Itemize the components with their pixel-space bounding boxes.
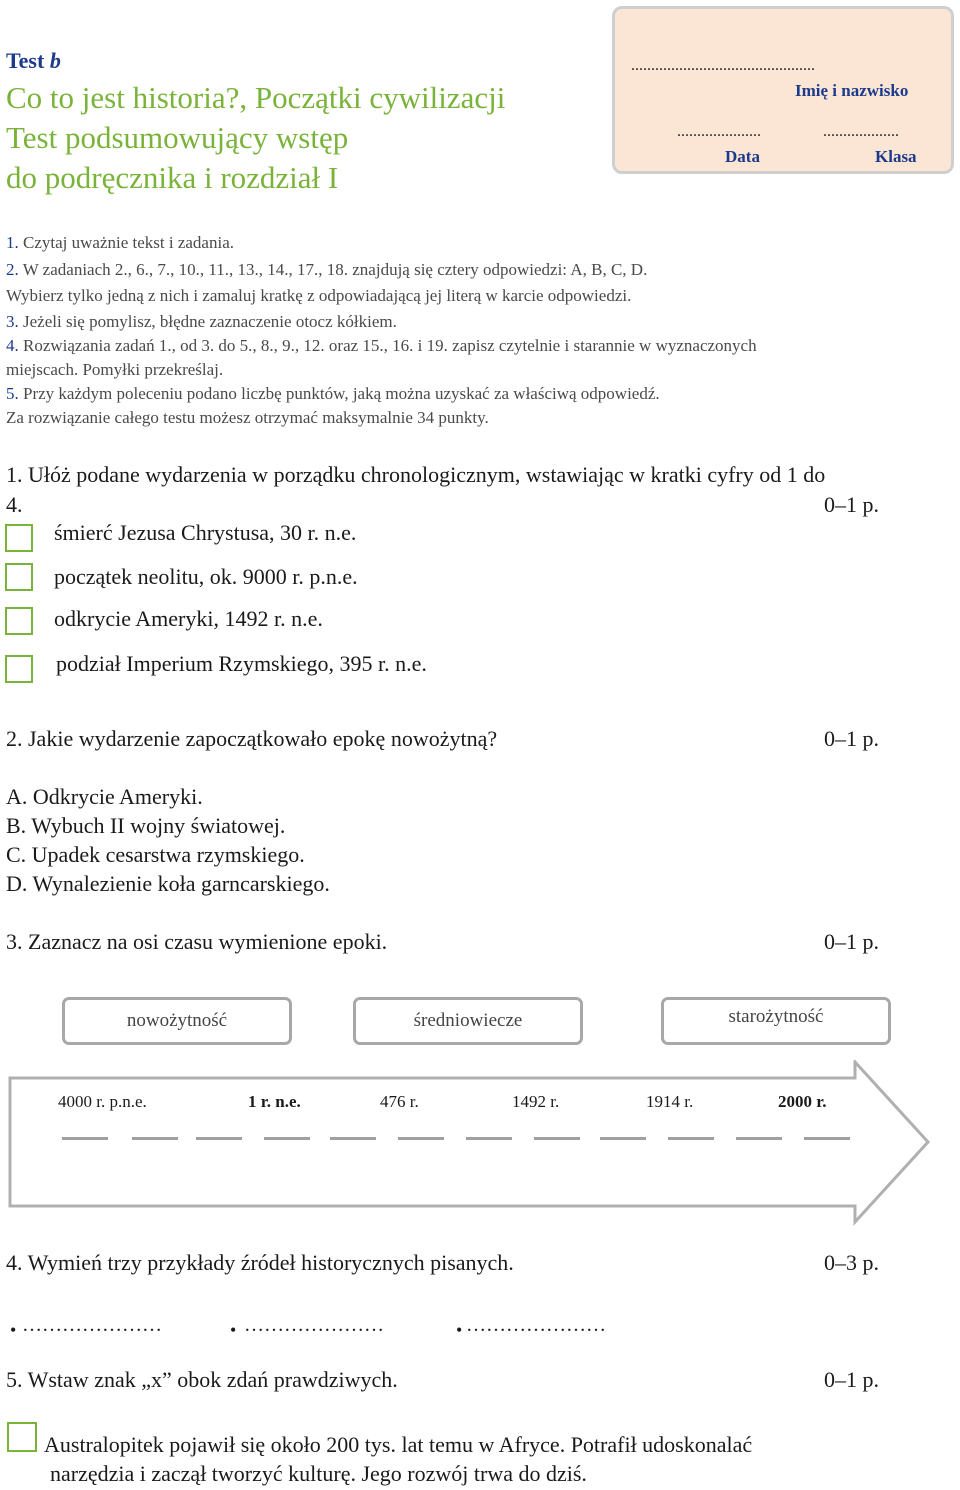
- title-line-2: Test podsumowujący wstęp: [6, 120, 349, 155]
- timeline-dash: [132, 1137, 178, 1140]
- timeline-arrow: [0, 1060, 960, 1230]
- timeline-dash: [736, 1137, 782, 1140]
- test-label: Test b: [6, 48, 61, 73]
- era-box-nowozytnosc[interactable]: nowożytność: [62, 997, 292, 1045]
- era-box-sredniowiecze[interactable]: średniowiecze: [353, 997, 583, 1045]
- q1-item-3: odkrycie Ameryki, 1492 r. n.e.: [54, 606, 323, 631]
- bullet-icon: •: [10, 1320, 17, 1340]
- q4-answer-blank-1[interactable]: …………………: [22, 1314, 162, 1336]
- bullet-icon: •: [230, 1320, 237, 1340]
- q2-option-a[interactable]: A. Odkrycie Ameryki.: [6, 784, 203, 809]
- timeline-dash: [196, 1137, 242, 1140]
- timeline-dash: [62, 1137, 108, 1140]
- instruction-line: 3. Jeżeli się pomylisz, błędne zaznaczenie otocz kółkiem.: [6, 312, 397, 331]
- name-label: Imię i nazwisko: [795, 81, 909, 100]
- instruction-line: Za rozwiązanie całego testu możesz otrzymać maksymalnie 34 punkty.: [6, 408, 489, 427]
- timeline-dash: [668, 1137, 714, 1140]
- instruction-line: Wybierz tylko jedną z nich i zamaluj kratkę z odpowiadającą jej literą w karcie odpowiedzi.: [6, 286, 632, 305]
- instruction-line: miejscach. Pomyłki przekreślaj.: [6, 360, 224, 379]
- q2-option-d[interactable]: D. Wynalezienie koła garncarskiego.: [6, 871, 330, 896]
- timeline-label-1914: 1914 r.: [646, 1092, 694, 1111]
- timeline-dash: [466, 1137, 512, 1140]
- q4-answer-blank-2[interactable]: …………………: [244, 1314, 384, 1336]
- instruction-line: 2. W zadaniach 2., 6., 7., 10., 11., 13., 14., 17., 18. znajdują się cztery odpowiedzi: A, B, C, D.: [6, 260, 648, 279]
- q2-option-b[interactable]: B. Wybuch II wojny światowej.: [6, 813, 286, 838]
- timeline-dash: [264, 1137, 310, 1140]
- title-line-1: Co to jest historia?, Początki cywilizacji: [6, 80, 506, 115]
- test-variant: b: [49, 48, 61, 73]
- title-line-3: do podręcznika i rozdział I: [6, 160, 339, 195]
- instruction-line: 5. Przy każdym poleceniu podano liczbę punktów, jaką można uzyskać za właściwą odpowiedź.: [6, 384, 660, 403]
- q1-item-1: śmierć Jezusa Chrystusa, 30 r. n.e.: [54, 520, 357, 545]
- q2-points: 0–1 p.: [824, 726, 879, 751]
- timeline-dash: [398, 1137, 444, 1140]
- q5-text: 5. Wstaw znak „x” obok zdań prawdziwych.: [6, 1367, 398, 1392]
- name-field[interactable]: ..............................................: [631, 57, 815, 74]
- q5-statement-line-2: narzędzia i zaczął tworzyć kulturę. Jego rozwój trwa do dziś.: [50, 1461, 587, 1486]
- q1-text-continued: 4.: [6, 492, 23, 517]
- timeline-label-4000-bc: 4000 r. p.n.e.: [58, 1092, 147, 1111]
- q3-text: 3. Zaznacz na osi czasu wymienione epoki.: [6, 929, 388, 954]
- q4-points: 0–3 p.: [824, 1250, 879, 1275]
- q2-text: 2. Jakie wydarzenie zapoczątkowało epokę nowożytną?: [6, 726, 498, 751]
- timeline-label-2000: 2000 r.: [778, 1092, 827, 1111]
- q1-order-box-4[interactable]: [5, 655, 33, 683]
- timeline-label-476: 476 r.: [380, 1092, 419, 1111]
- q1-item-4: podział Imperium Rzymskiego, 395 r. n.e.: [56, 651, 427, 676]
- q5-true-checkbox[interactable]: [7, 1422, 37, 1452]
- q1-order-box-1[interactable]: [5, 524, 33, 552]
- q5-points: 0–1 p.: [824, 1367, 879, 1392]
- q1-points: 0–1 p.: [824, 492, 879, 517]
- bullet-icon: •: [456, 1320, 463, 1340]
- q4-text: 4. Wymień trzy przykłady źródeł historycznych pisanych.: [6, 1250, 514, 1275]
- class-label: Klasa: [875, 147, 917, 166]
- instruction-line: 1. Czytaj uważnie tekst i zadania.: [6, 233, 234, 252]
- date-field[interactable]: .....................: [677, 123, 761, 140]
- instruction-line: 4. Rozwiązania zadań 1., od 3. do 5., 8., 9., 12. oraz 15., 16. i 19. zapisz czytelnie i starannie w wyznaczonych: [6, 336, 757, 355]
- timeline-dash: [534, 1137, 580, 1140]
- timeline-label-1492: 1492 r.: [512, 1092, 560, 1111]
- q2-option-c[interactable]: C. Upadek cesarstwa rzymskiego.: [6, 842, 305, 867]
- q1-order-box-3[interactable]: [5, 607, 33, 635]
- timeline-label-1-ad: 1 r. n.e.: [248, 1092, 301, 1111]
- q1-text: 1. Ułóż podane wydarzenia w porządku chronologicznym, wstawiając w kratki cyfry od 1 do: [6, 462, 826, 487]
- student-info-box: [612, 6, 954, 174]
- q1-item-2: początek neolitu, ok. 9000 r. p.n.e.: [54, 564, 358, 589]
- era-box-starozytnosc[interactable]: starożytność: [661, 997, 891, 1045]
- timeline-dash: [600, 1137, 646, 1140]
- q4-answer-blank-3[interactable]: …………………: [466, 1314, 606, 1336]
- q3-points: 0–1 p.: [824, 929, 879, 954]
- q5-statement-line-1: Australopitek pojawił się około 200 tys. lat temu w Afryce. Potrafił udoskonalać: [44, 1432, 753, 1457]
- date-label: Data: [725, 147, 760, 166]
- class-field[interactable]: ...................: [823, 123, 899, 140]
- timeline-dash: [804, 1137, 850, 1140]
- q1-order-box-2[interactable]: [5, 563, 33, 591]
- timeline-dash: [330, 1137, 376, 1140]
